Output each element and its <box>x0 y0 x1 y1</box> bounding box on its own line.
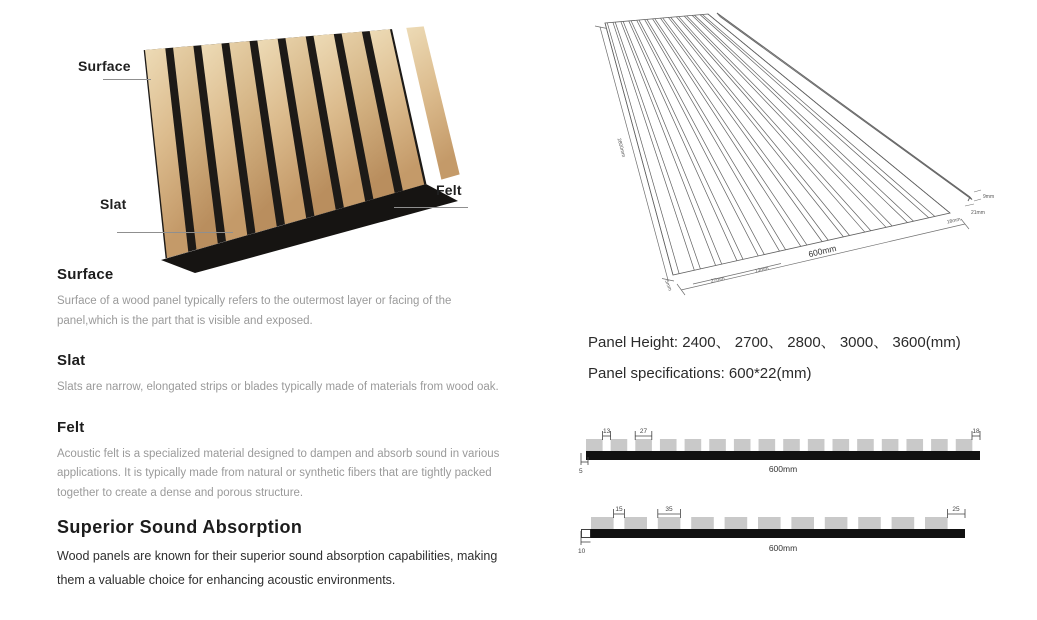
section-surface-title: Surface <box>57 266 114 283</box>
technical-column <box>575 0 1037 620</box>
left-edge-small-label: 5mm <box>663 279 673 292</box>
detail-dimension-lines <box>965 190 981 206</box>
section-slat <box>57 352 525 398</box>
section-sound-absorption-body: Wood panels are known for their superior sound absorption capabilities, making them a valuable choice for enhancing acoustic environments. <box>57 549 498 587</box>
slat-callout-line <box>117 232 233 233</box>
left-edge-dim-label: 5 <box>579 468 583 475</box>
surface-callout-line <box>103 79 151 80</box>
section-slat-body: Slats are narrow, elongated strips or blades typically made of materials from wood oak. <box>57 381 499 393</box>
panel-wireframe-drawing <box>575 0 1015 310</box>
section-sound-absorption <box>57 517 525 592</box>
section-felt-body: Acoustic felt is a specialized material designed to dampen and absorb sound in various applications. It is typically made from natural or synthetic fibers that are tightly packed together to create a dense and porous structure. <box>57 447 500 499</box>
panel-size-spec: Panel specifications: 600*22(mm) <box>588 365 812 382</box>
section-surface <box>57 266 525 331</box>
left-notch <box>582 530 591 538</box>
slat-dim-label: 35 <box>665 506 673 513</box>
slat-width-small-label: 27mm <box>710 275 726 285</box>
felt-callout-label: Felt <box>436 182 462 198</box>
total-width-label: 600mm <box>768 543 798 553</box>
wood-panel-3d-art <box>95 20 515 275</box>
cross-section-diagram-2 <box>578 502 1018 560</box>
gap-dim-label: 13 <box>602 428 611 435</box>
description-sections <box>57 266 525 613</box>
detail-width-label: 21mm <box>971 210 985 216</box>
width-dimension-label: 600mm <box>807 243 838 260</box>
width-dimension-line <box>677 216 969 295</box>
right-edge-small-label: 18mm <box>946 216 962 226</box>
total-width-label: 600mm <box>768 464 798 474</box>
section-sound-absorption-title: Superior Sound Absorption <box>57 517 303 537</box>
slat-row <box>586 439 972 451</box>
slat-dim-label: 27 <box>639 428 648 435</box>
gap-small-label: 13mm <box>754 265 770 275</box>
section-felt-title: Felt <box>57 418 85 436</box>
detail-height-label: 9mm <box>983 194 995 200</box>
right-edge-dim-label: 18 <box>972 428 980 435</box>
length-dimension-label: 2800mm <box>615 137 627 158</box>
slat-row <box>591 517 948 529</box>
surface-callout-label: Surface <box>78 58 131 74</box>
left-edge-dim-label: 10 <box>578 548 586 555</box>
felt-callout-line <box>394 207 468 208</box>
section-slat-title: Slat <box>57 352 86 369</box>
panel-height-spec: Panel Height: 2400、 2700、 2800、 3000、 3600(mm) <box>588 334 961 351</box>
felt-bar <box>591 529 966 538</box>
gap-dim-label: 15 <box>615 506 623 513</box>
length-dimension-line <box>595 26 674 281</box>
slat-callout-label: Slat <box>100 196 127 212</box>
section-surface-body: Surface of a wood panel typically refers to the outermost layer or facing of the panel,which is the part that is visible and exposed. <box>57 295 452 327</box>
panel-3d-illustration <box>40 20 520 275</box>
right-edge-dim-label: 25 <box>952 506 960 513</box>
felt-bar <box>586 451 980 460</box>
cross-section-diagram-1 <box>578 424 1018 480</box>
section-felt <box>57 419 525 504</box>
